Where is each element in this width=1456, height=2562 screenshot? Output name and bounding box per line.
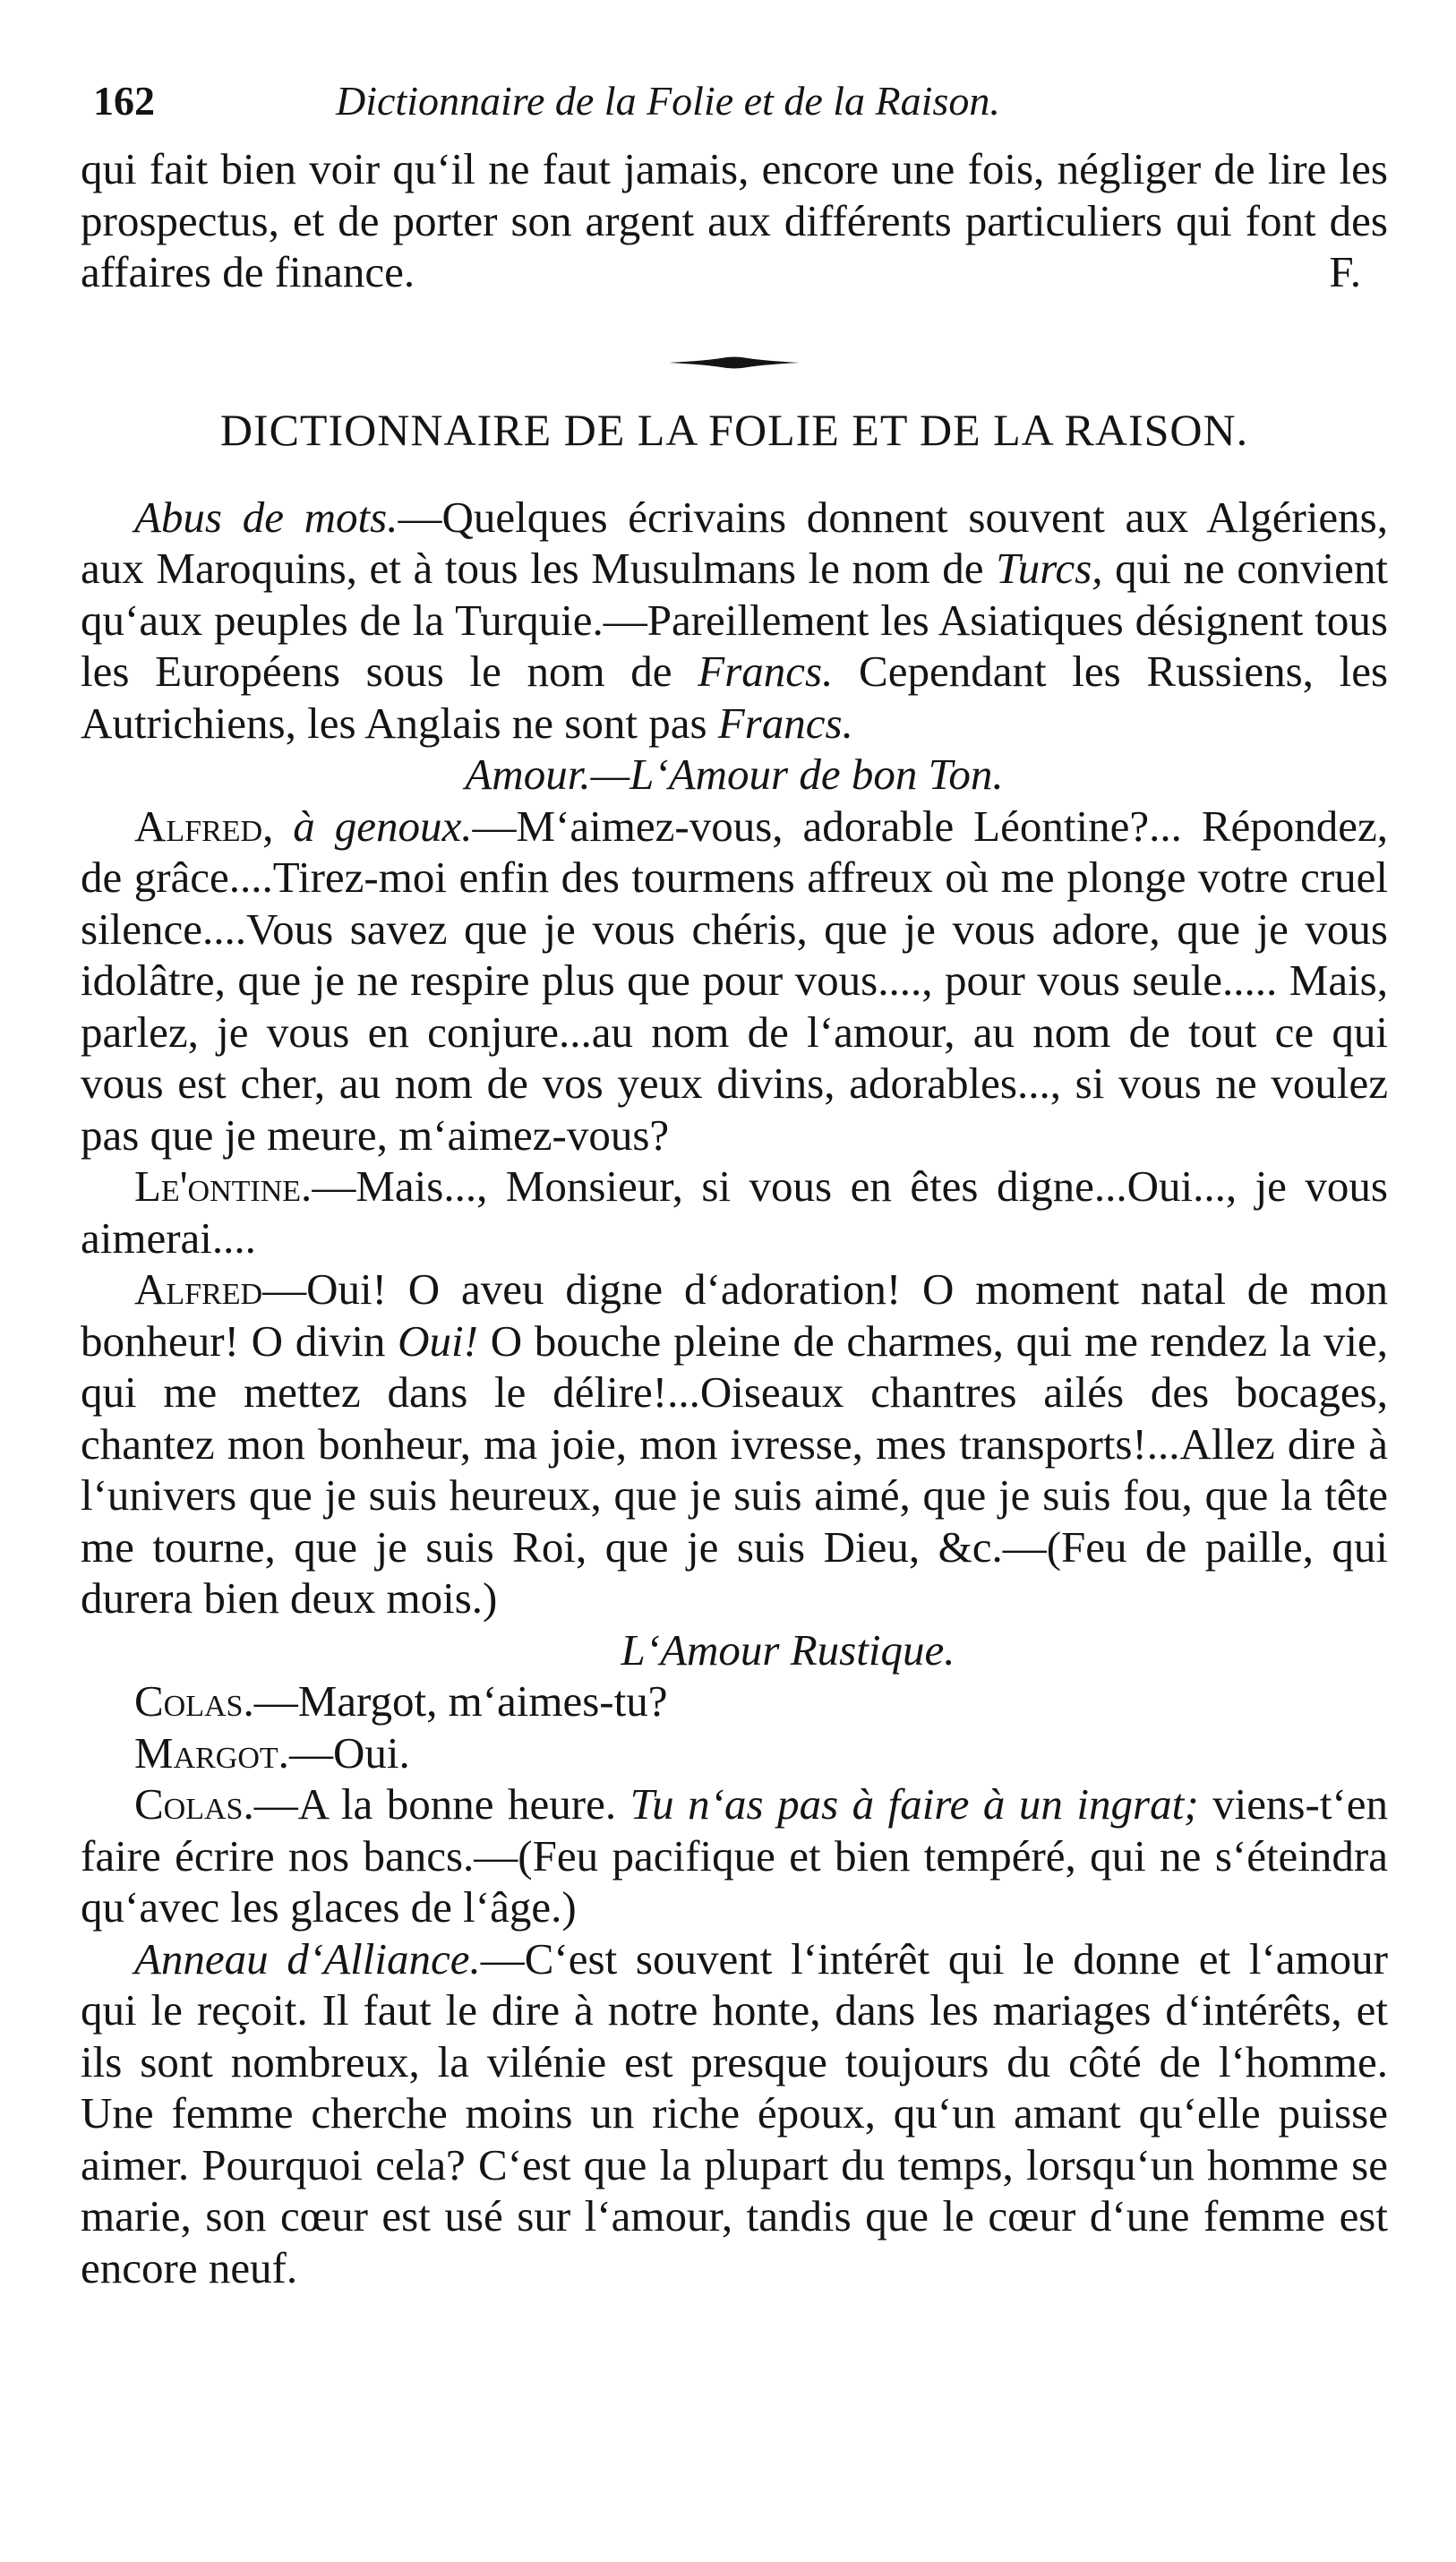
entry-emphasis: Francs. [717,698,853,748]
dialogue-leontine [81,1161,1388,1264]
dialogue-aside: Tu n‘as pas à faire à un ingrat; [630,1779,1199,1829]
speaker-name: Alfred [134,1264,263,1314]
entry-emphasis: Francs. [698,647,834,696]
intro-text: qui fait bien voir qu‘il ne faut jamais, encore une fois, négliger de lire les prospectus, et de porter son argent aux différents particuliers qui font des affaires de finance. [81,144,1388,296]
dialogue-text: O bouche pleine de charmes, qui me rendez la vie, qui me mettez dans le délire!...Oiseaux chantres ailés des bocages, chantez mon bonheur, ma joie, mon ivresse, mes transports!...Allez dire à l‘univers que je suis heureux, que je suis aimé, que je suis fou, que la tête me tourne, que je suis Roi, que je suis Dieu, &c.—(Feu de paille, qui durera bien deux mois.) [81,1315,1389,1623]
dialogue-text: —Oui. [288,1727,410,1778]
entry-term: Anneau d‘Alliance. [134,1933,481,1984]
dialogue-alfred-1 [81,801,1388,1161]
entry-text: qui ne convient qu‘aux peuples de la Turquie.—Pareillement les Asiatiques désignent tous les Européens sous le nom de [81,544,1388,696]
dialogue-alfred-2 [81,1264,1388,1624]
dialogue-emphasis: Oui! [398,1315,478,1366]
speaker-name: Le'ontine. [134,1161,313,1211]
speaker-name: Alfred, [134,801,274,851]
entry-emphasis: Turcs, [996,544,1103,593]
speaker-name: Colas. [134,1779,254,1829]
subheading-rustique: L‘Amour Rustique. [621,1624,955,1675]
ornamental-rule [667,354,801,372]
page [81,63,1388,2293]
dialogue-margot [81,1727,1388,1779]
entry-term: Abus de mots. [134,492,398,542]
dialogue-text: —A la bonne heure. [253,1779,630,1829]
dialogue-colas-1 [81,1675,1388,1727]
section-title: DICTIONNAIRE DE LA FOLIE ET DE LA RAISON. [219,404,1249,455]
intro-paragraph [81,143,1388,298]
stage-direction: à genoux. [273,801,473,851]
signature: F. [1329,247,1361,296]
entry-anneau-d-alliance [81,1933,1388,2294]
running-head [81,63,1388,143]
dialogue-text: —Margot, m‘aimes-tu? [253,1676,668,1726]
entry-text: Cependant les Russiens, les Autrichiens, les Anglais ne sont pas [81,647,1389,748]
dialogue-colas-2 [81,1778,1388,1933]
entry-text: —C‘est souvent l‘intérêt qui le donne et l‘amour qui le reçoit. Il faut le dire à notre honte, dans les mariages d‘intérêts, et ils sont nombreux, la vilénie est presque toujours du côté de l‘homme. Une femme cherche moins un riche époux, qu‘un amant qu‘elle puisse aimer. Pourquoi cela? C‘est que la plupart du temps, lorsqu‘un homme se marie, son cœur est usé sur l‘amour, tandis que le cœur d‘une femme est encore neuf. [81,1933,1388,2292]
page-number: 162 [93,78,155,124]
entry-text: —Quelques écrivains donnent souvent aux Algériens, aux Maroquins, et à tous les Musulmans le nom de [81,492,1388,593]
dialogue-text: viens-t‘en faire écrire nos bancs.—(Feu pacifique et bien tempéré, qui ne s‘éteindra qu‘avec les glaces de l‘âge.) [81,1779,1389,1932]
dialogue-text: —M‘aimez-vous, adorable Léontine?... Répondez, de grâce....Tirez-moi enfin des tourmens affreux où me plonge votre cruel silence....Vous savez que je vous chéris, que je vous adore, que je vous idolâtre, que je ne respire plus que pour vous...., pour vous seule..... Mais, parlez, je vous en conjure...au nom de l‘amour, au nom de tout ce qui vous est cher, au nom de vos yeux divins, adorables..., si vous ne voulez pas que je meure, m‘aimez-vous? [81,801,1388,1160]
entry-abus-de-mots [81,492,1388,750]
dialogue-text: —Mais..., Monsieur, si vous en êtes digne...Oui..., je vous aimerai.... [81,1161,1388,1263]
running-title: Dictionnaire de la Folie et de la Raison. [336,78,1000,124]
dialogue-text: —Oui! O aveu digne d‘adoration! O moment natal de mon bonheur! O divin [81,1264,1388,1366]
subheading-amour: Amour.—L‘Amour de bon Ton. [465,750,1004,799]
speaker-name: Colas. [134,1676,254,1726]
speaker-name: Margot. [134,1727,289,1778]
